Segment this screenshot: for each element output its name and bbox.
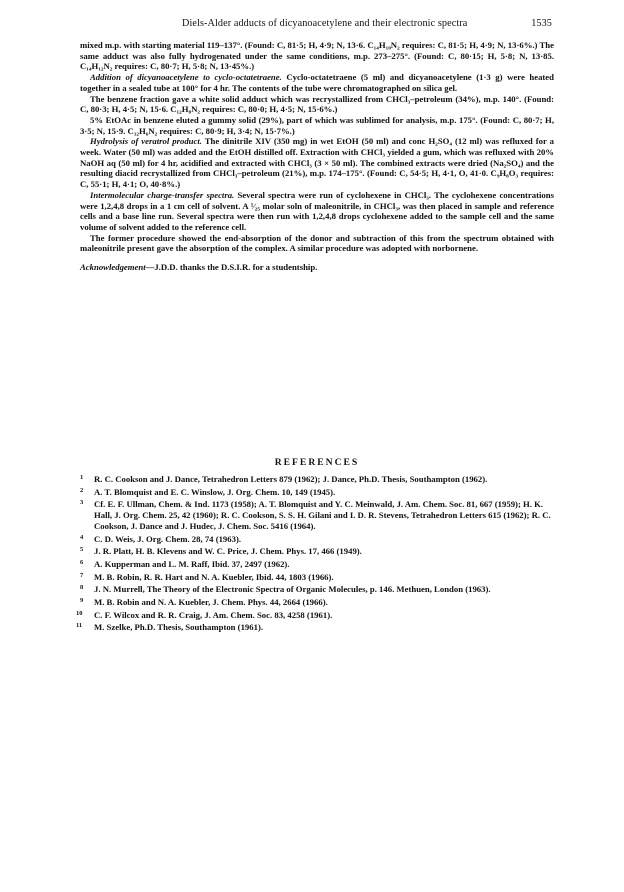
reference-item <box>80 559 554 570</box>
reference-item <box>80 572 554 583</box>
reference-number: 5 <box>80 546 84 554</box>
reference-item <box>80 584 554 595</box>
paragraph-charge-transfer <box>80 190 554 233</box>
acknowledgement <box>80 262 554 273</box>
reference-number: 10 <box>76 609 83 617</box>
reference-item <box>76 609 554 621</box>
paragraph-text: The dinitrile XIV (350 mg) in wet EtOH (50 ml) and conc H₂SO₄ (12 ml) was refluxed for a week. Water (50 ml) was added and the EtOH distilled off. Extraction with CHCl₃ yielded a gum, which was refluxed with 20% NaOH aq (50 ml) for 4 hr, acidified and extracted with CHCl₃ (3 × 50 ml). The combined extracts were dried (Na₂SO₄) and the resulting diacid recrystallized from CHCl₃–petroleum (21%), m.p. 174–175°. (Found: C, 54·5; H, 4·1, O, 41·0. C₉H₈O₃ requires: C, 55·1; H, 4·1; O, 40·8%.) <box>80 136 554 190</box>
reference-number: 7 <box>80 571 84 579</box>
reference-number: 3 <box>80 499 84 507</box>
section-run-in-heading: Addition of dicyanoacetylene to cyclo-octatetraene. <box>90 72 282 83</box>
reference-number: 11 <box>76 622 83 630</box>
running-title: Diels-Alder adducts of dicyanoacetylene and their electronic spectra <box>182 18 468 29</box>
reference-number: 8 <box>80 584 84 592</box>
paragraph-text: Cyclo-octatetraene (5 ml) and dicyanoacetylene (1·3 g) were heated together in a sealed tube at 100° for 4 hr. The contents of the tube were chromatographed on silica gel. <box>80 72 554 93</box>
reference-item <box>80 487 554 498</box>
reference-text: Cf. E. F. Ullman, Chem. & Ind. 1173 (1958); A. T. Blomquist and Y. C. Meinwald, J. Am. Chem. Soc. 81, 667 (1959); H. K. Hall, J. Org. Chem. 25, 42 (1960); R. C. Cookson, S. S. H. Gilani and I. D. R. Stevens, Tetrahedron Letters 615 (1962); R. C. Cookson, J. Dance and J. Hudec, J. Chem. Soc. 5416 (1964). <box>94 499 551 531</box>
reference-item <box>80 597 554 608</box>
reference-text: J. R. Platt, H. B. Klevens and W. C. Price, J. Chem. Phys. 17, 466 (1949). <box>94 546 362 557</box>
reference-number: 1 <box>80 474 84 481</box>
paragraph-hydrolysis <box>80 136 554 190</box>
acknowledgement-text: —J.D.D. thanks the D.S.I.R. for a studentship. <box>145 262 318 273</box>
reference-text: C. D. Weis, J. Org. Chem. 28, 74 (1963). <box>94 533 242 544</box>
section-run-in-heading: Hydrolysis of veratrol product. <box>90 136 202 147</box>
reference-number: 9 <box>80 597 84 605</box>
reference-item <box>80 546 554 557</box>
reference-text: J. N. Murrell, The Theory of the Electronic Spectra of Organic Molecules, p. 146. Methuen, London (1963). <box>94 584 491 595</box>
reference-text: R. C. Cookson and J. Dance, Tetrahedron Letters 879 (1962); J. Dance, Ph.D. Thesis, Southampton (1962). <box>94 474 488 484</box>
paragraph-benzene-fraction: The benzene fraction gave a white solid adduct which was recrystallized from CHCl₃–petroleum (34%), m.p. 140°. (Found: C, 80·3; H, 4·5; N, 15·6. C₁₂H₈N₂ requires: C, 80·0; H, 4·5; N, 15·6%.) <box>80 93 554 115</box>
paragraph-cyclooctatetraene-addition <box>80 72 554 93</box>
reference-item <box>80 534 554 545</box>
references-list <box>76 474 554 635</box>
reference-number: 2 <box>80 486 84 494</box>
reference-item <box>80 499 554 531</box>
paragraph-procedure: The former procedure showed the end-absorption of the donor and subtraction of this from the spectrum obtained with maleonitrile present gave the absorption of the complex. A similar procedure was adopted with norbornene. <box>80 232 554 254</box>
reference-text: C. F. Wilcox and R. R. Craig, J. Am. Chem. Soc. 83, 4258 (1961). <box>94 609 333 620</box>
reference-number: 6 <box>80 558 84 566</box>
paragraph-text: Several spectra were run of cyclohexene in CHCl₃. The cyclohexene concentrations were 1,2,4,8 drops in a 1 cm cell of solvent. A ¹⁄₂₅ molar soln of maleonitrile, in CHCl₃, was then placed in sample and reference cells and a base line run. Several spectra were then run with 1,2,4,8 drops cyclohexene added to the sample cell and the same volume of solvent added to the reference cell. <box>80 189 554 232</box>
reference-number: 4 <box>80 533 84 541</box>
paragraph-continuation: mixed m.p. with starting material 119–137°. (Found: C, 81·5; H, 4·9; N, 13·6. C₁₄H₁₀N₂ requires: C, 81·5; H, 4·9; N, 13·6%.) The same adduct was also fully hydrogenated under the same conditions, m.p. 273–275°. (Found: C, 80·15; H, 5·8; N, 13·85. C₁₄H₁₂N₂ requires: C, 80·7; H, 5·8; N, 13·45%.) <box>80 40 554 72</box>
section-run-in-heading: Intermolecular charge-transfer spectra. <box>90 189 235 200</box>
reference-item <box>80 474 554 485</box>
acknowledgement-heading: Acknowledgement <box>80 262 146 273</box>
references-heading: REFERENCES <box>274 457 360 468</box>
reference-text: A. Kupperman and L. M. Raff, Ibid. 37, 2497 (1962). <box>94 558 290 569</box>
reference-text: A. T. Blomquist and E. C. Winslow, J. Org. Chem. 10, 149 (1945). <box>94 486 336 497</box>
paragraph-etoac-elution: 5% EtOAc in benzene eluted a gummy solid (29%), part of which was sublimed for analysis, m.p. 175°. (Found: C, 80·7; H, 3·5; N, 15·9. C₁₂H₆N₂ requires: C, 80·9; H, 3·4; N, 15·7%.) <box>80 114 554 136</box>
page-number: 1535 <box>531 18 552 29</box>
reference-item <box>76 622 554 633</box>
article-body <box>80 40 554 273</box>
reference-text: M. Szelke, Ph.D. Thesis, Southampton (1961). <box>94 622 264 633</box>
reference-text: M. B. Robin, R. R. Hart and N. A. Kuebler, Ibid. 44, 1803 (1966). <box>94 571 334 582</box>
reference-text: M. B. Robin and N. A. Kuebler, J. Chem. Phys. 44, 2664 (1966). <box>94 597 328 608</box>
